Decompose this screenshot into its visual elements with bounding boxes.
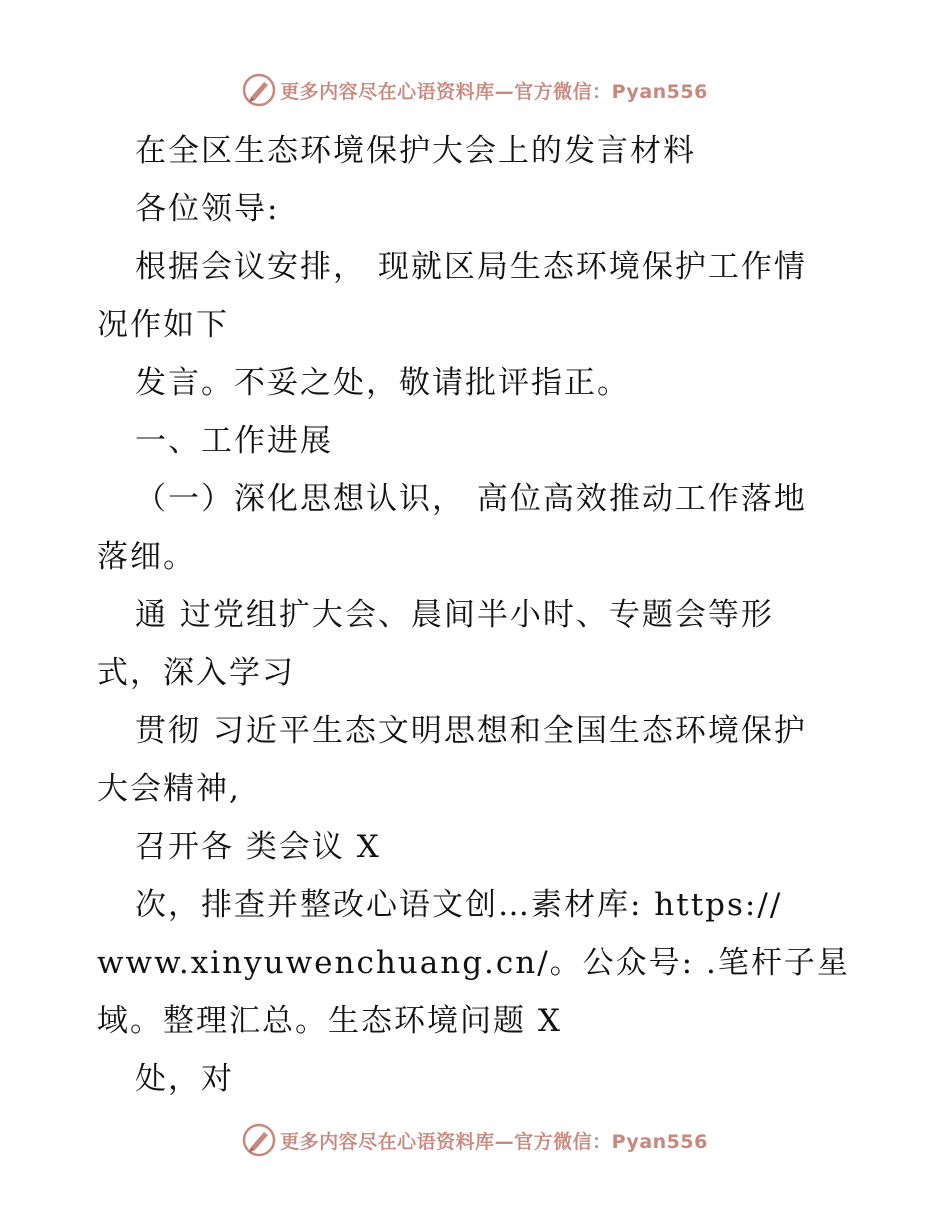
footer-banner-text: 更多内容尽在心语资料库—官方微信：Pyan556 [280, 1130, 708, 1153]
pen-logo-icon [242, 1123, 276, 1157]
document-title: 在全区生态环境保护大会上的发言材料 [135, 133, 696, 169]
paragraph-line: 根据会议安排， 现就区局生态环境保护工作情 [135, 249, 807, 285]
paragraph-line: 发言。不妥之处，敬请批评指正。 [135, 365, 630, 401]
paragraph-line: 况作如下 [97, 307, 229, 343]
paragraph-line: 落细。 [97, 539, 196, 575]
paragraph-line: 召开各 类会议 X [135, 829, 381, 865]
paragraph-line: 大会精神, [97, 771, 241, 807]
footer-banner [0, 1120, 950, 1160]
header-banner [0, 70, 950, 110]
header-banner-text: 更多内容尽在心语资料库—官方微信：Pyan556 [280, 80, 708, 103]
paragraph-line: 式，深入学习 [97, 655, 295, 691]
paragraph-line: 域。整理汇总。生态环境问题 X [97, 1003, 562, 1039]
salutation: 各位领导: [135, 191, 280, 227]
paragraph-line: 通 过党组扩大会、晨间半小时、专题会等形 [135, 597, 774, 633]
paragraph-line: 贯彻 习近平生态文明思想和全国生态环境保护 [135, 713, 807, 749]
paragraph-line: 次，排查并整改心语文创…素材库: https:// [135, 887, 783, 923]
pen-logo-icon [242, 73, 276, 107]
paragraph-line: 处，对 [135, 1061, 234, 1097]
paragraph-line: www.xinyuwenchuang.cn/。公众号: .笔杆子星 [97, 945, 850, 981]
subsection-heading: （一）深化思想认识， 高位高效推动工作落地 [135, 481, 807, 517]
section-heading: 一、工作进展 [135, 423, 333, 459]
document-body [97, 122, 850, 1108]
